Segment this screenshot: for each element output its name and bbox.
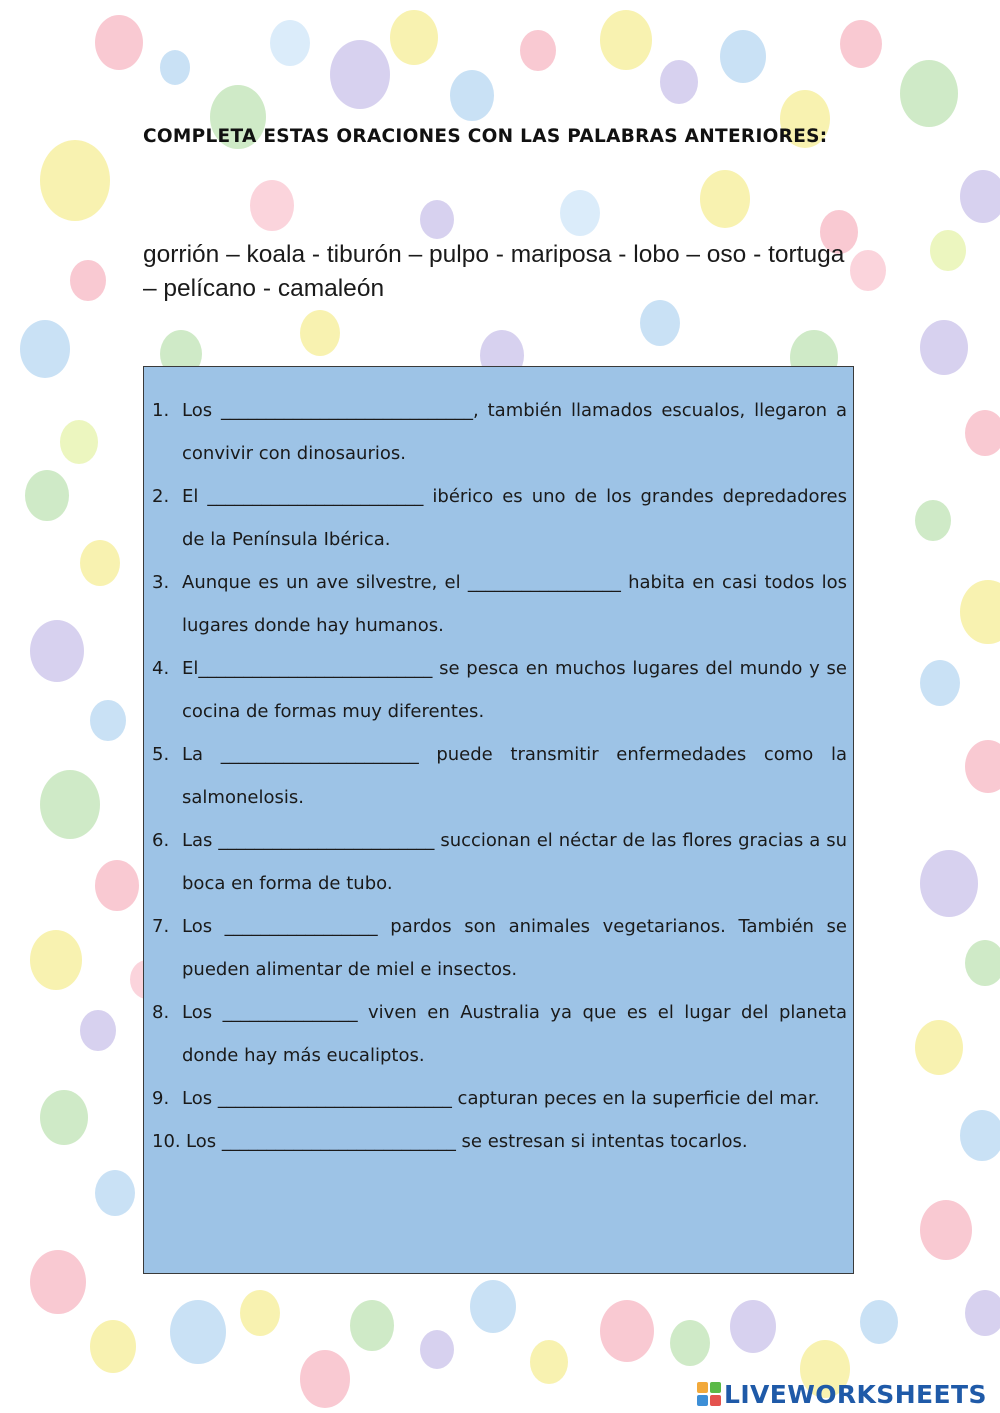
decorative-dot	[920, 320, 968, 375]
decorative-dot	[450, 70, 494, 121]
sentence-item	[152, 561, 847, 647]
sentence-item	[152, 991, 847, 1077]
decorative-dot	[300, 310, 340, 356]
decorative-dot	[390, 10, 438, 65]
sentence-text: Las ________________________ succionan el néctar de las flores gracias a su boca en forma de tubo.	[182, 830, 847, 894]
sentence-text: Los _________________ pardos son animales vegetarianos. También se pueden alimentar de miel e insectos.	[182, 916, 847, 980]
decorative-dot	[95, 15, 143, 70]
sentence-text: Aunque es un ave silvestre, el _________________ habita en casi todos los lugares donde hay humanos.	[182, 572, 847, 636]
decorative-dot	[965, 1290, 1000, 1336]
sentence-list	[152, 389, 847, 1163]
sentence-text: Los ____________________________, también llamados escualos, llegaron a convivir con dinosaurios.	[182, 400, 847, 464]
decorative-dot	[965, 740, 1000, 793]
decorative-dot	[530, 1340, 568, 1384]
decorative-dot	[720, 30, 766, 83]
decorative-dot	[960, 1110, 1000, 1161]
sentence-item	[152, 1077, 847, 1120]
decorative-dot	[240, 1290, 280, 1336]
sentence-number: 1.	[152, 400, 170, 421]
decorative-dot	[40, 770, 100, 839]
decorative-dot	[965, 410, 1000, 456]
decorative-dot	[470, 1280, 516, 1333]
instructions-heading: COMPLETA ESTAS ORACIONES CON LAS PALABRAS ANTERIORES:	[143, 126, 828, 147]
liveworksheets-logo-icon	[697, 1382, 721, 1406]
decorative-dot	[40, 1090, 88, 1145]
decorative-dot	[670, 1320, 710, 1366]
decorative-dot	[960, 170, 1000, 223]
sentence-item	[152, 1120, 847, 1163]
decorative-dot	[420, 200, 454, 239]
decorative-dot	[600, 1300, 654, 1362]
sentence-text: Los __________________________ capturan peces en la superficie del mar.	[182, 1088, 820, 1109]
decorative-dot	[640, 300, 680, 346]
decorative-dot	[860, 1300, 898, 1344]
decorative-dot	[90, 700, 126, 741]
decorative-dot	[95, 860, 139, 911]
decorative-dot	[660, 60, 698, 104]
decorative-dot	[920, 850, 978, 917]
sentence-number: 5.	[152, 744, 170, 765]
decorative-dot	[270, 20, 310, 66]
word-bank: gorrión – koala - tiburón – pulpo - mariposa - lobo – oso - tortuga – pelícano - camaleón	[143, 241, 845, 302]
decorative-dot	[250, 180, 294, 231]
decorative-dot	[840, 20, 882, 68]
decorative-dot	[520, 30, 556, 71]
sentence-text: El ________________________ ibérico es uno de los grandes depredadores de la Península Ibérica.	[182, 486, 847, 550]
decorative-dot	[90, 1320, 136, 1373]
sentence-number: 2.	[152, 486, 170, 507]
decorative-dot	[350, 1300, 394, 1351]
sentence-number: 9.	[152, 1088, 170, 1109]
sentence-number: 10.	[152, 1131, 181, 1152]
decorative-dot	[95, 1170, 135, 1216]
decorative-dot	[20, 320, 70, 378]
decorative-dot	[170, 1300, 226, 1364]
sentence-item	[152, 733, 847, 819]
decorative-dot	[30, 930, 82, 990]
decorative-dot	[300, 1350, 350, 1408]
sentence-item	[152, 475, 847, 561]
decorative-dot	[30, 620, 84, 682]
sentence-number: 6.	[152, 830, 170, 851]
decorative-dot	[330, 40, 390, 109]
decorative-dot	[730, 1300, 776, 1353]
sentence-item	[152, 389, 847, 475]
sentence-number: 7.	[152, 916, 170, 937]
liveworksheets-logo	[697, 1377, 987, 1411]
sentence-item	[152, 647, 847, 733]
decorative-dot	[900, 60, 958, 127]
sentence-number: 8.	[152, 1002, 170, 1023]
sentence-text: La ______________________ puede transmitir enfermedades como la salmonelosis.	[182, 744, 847, 808]
decorative-dot	[930, 230, 966, 271]
decorative-dot	[600, 10, 652, 70]
decorative-dot	[40, 140, 110, 221]
decorative-dot	[420, 1330, 454, 1369]
decorative-dot	[80, 540, 120, 586]
sentence-item	[152, 819, 847, 905]
decorative-dot	[915, 1020, 963, 1075]
sentences-box	[143, 366, 854, 1274]
sentence-item	[152, 905, 847, 991]
decorative-dot	[965, 940, 1000, 986]
sentence-number: 3.	[152, 572, 170, 593]
decorative-dot	[920, 660, 960, 706]
decorative-dot	[30, 1250, 86, 1314]
decorative-dot	[920, 1200, 972, 1260]
sentence-text: Los __________________________ se estresan si intentas tocarlos.	[186, 1131, 748, 1152]
decorative-dot	[80, 1010, 116, 1051]
decorative-dot	[700, 170, 750, 228]
decorative-dot	[25, 470, 69, 521]
decorative-dot	[160, 50, 190, 85]
decorative-dot	[915, 500, 951, 541]
sentence-text: Los _______________ viven en Australia ya que es el lugar del planeta donde hay más eucaliptos.	[182, 1002, 847, 1066]
brand-name: LIVEWORKSHEETS	[724, 1379, 987, 1409]
sentence-number: 4.	[152, 658, 170, 679]
sentence-text: El__________________________ se pesca en muchos lugares del mundo y se cocina de formas muy diferentes.	[182, 658, 847, 722]
decorative-dot	[960, 580, 1000, 644]
decorative-dot	[60, 420, 98, 464]
decorative-dot	[70, 260, 106, 301]
decorative-dot	[560, 190, 600, 236]
